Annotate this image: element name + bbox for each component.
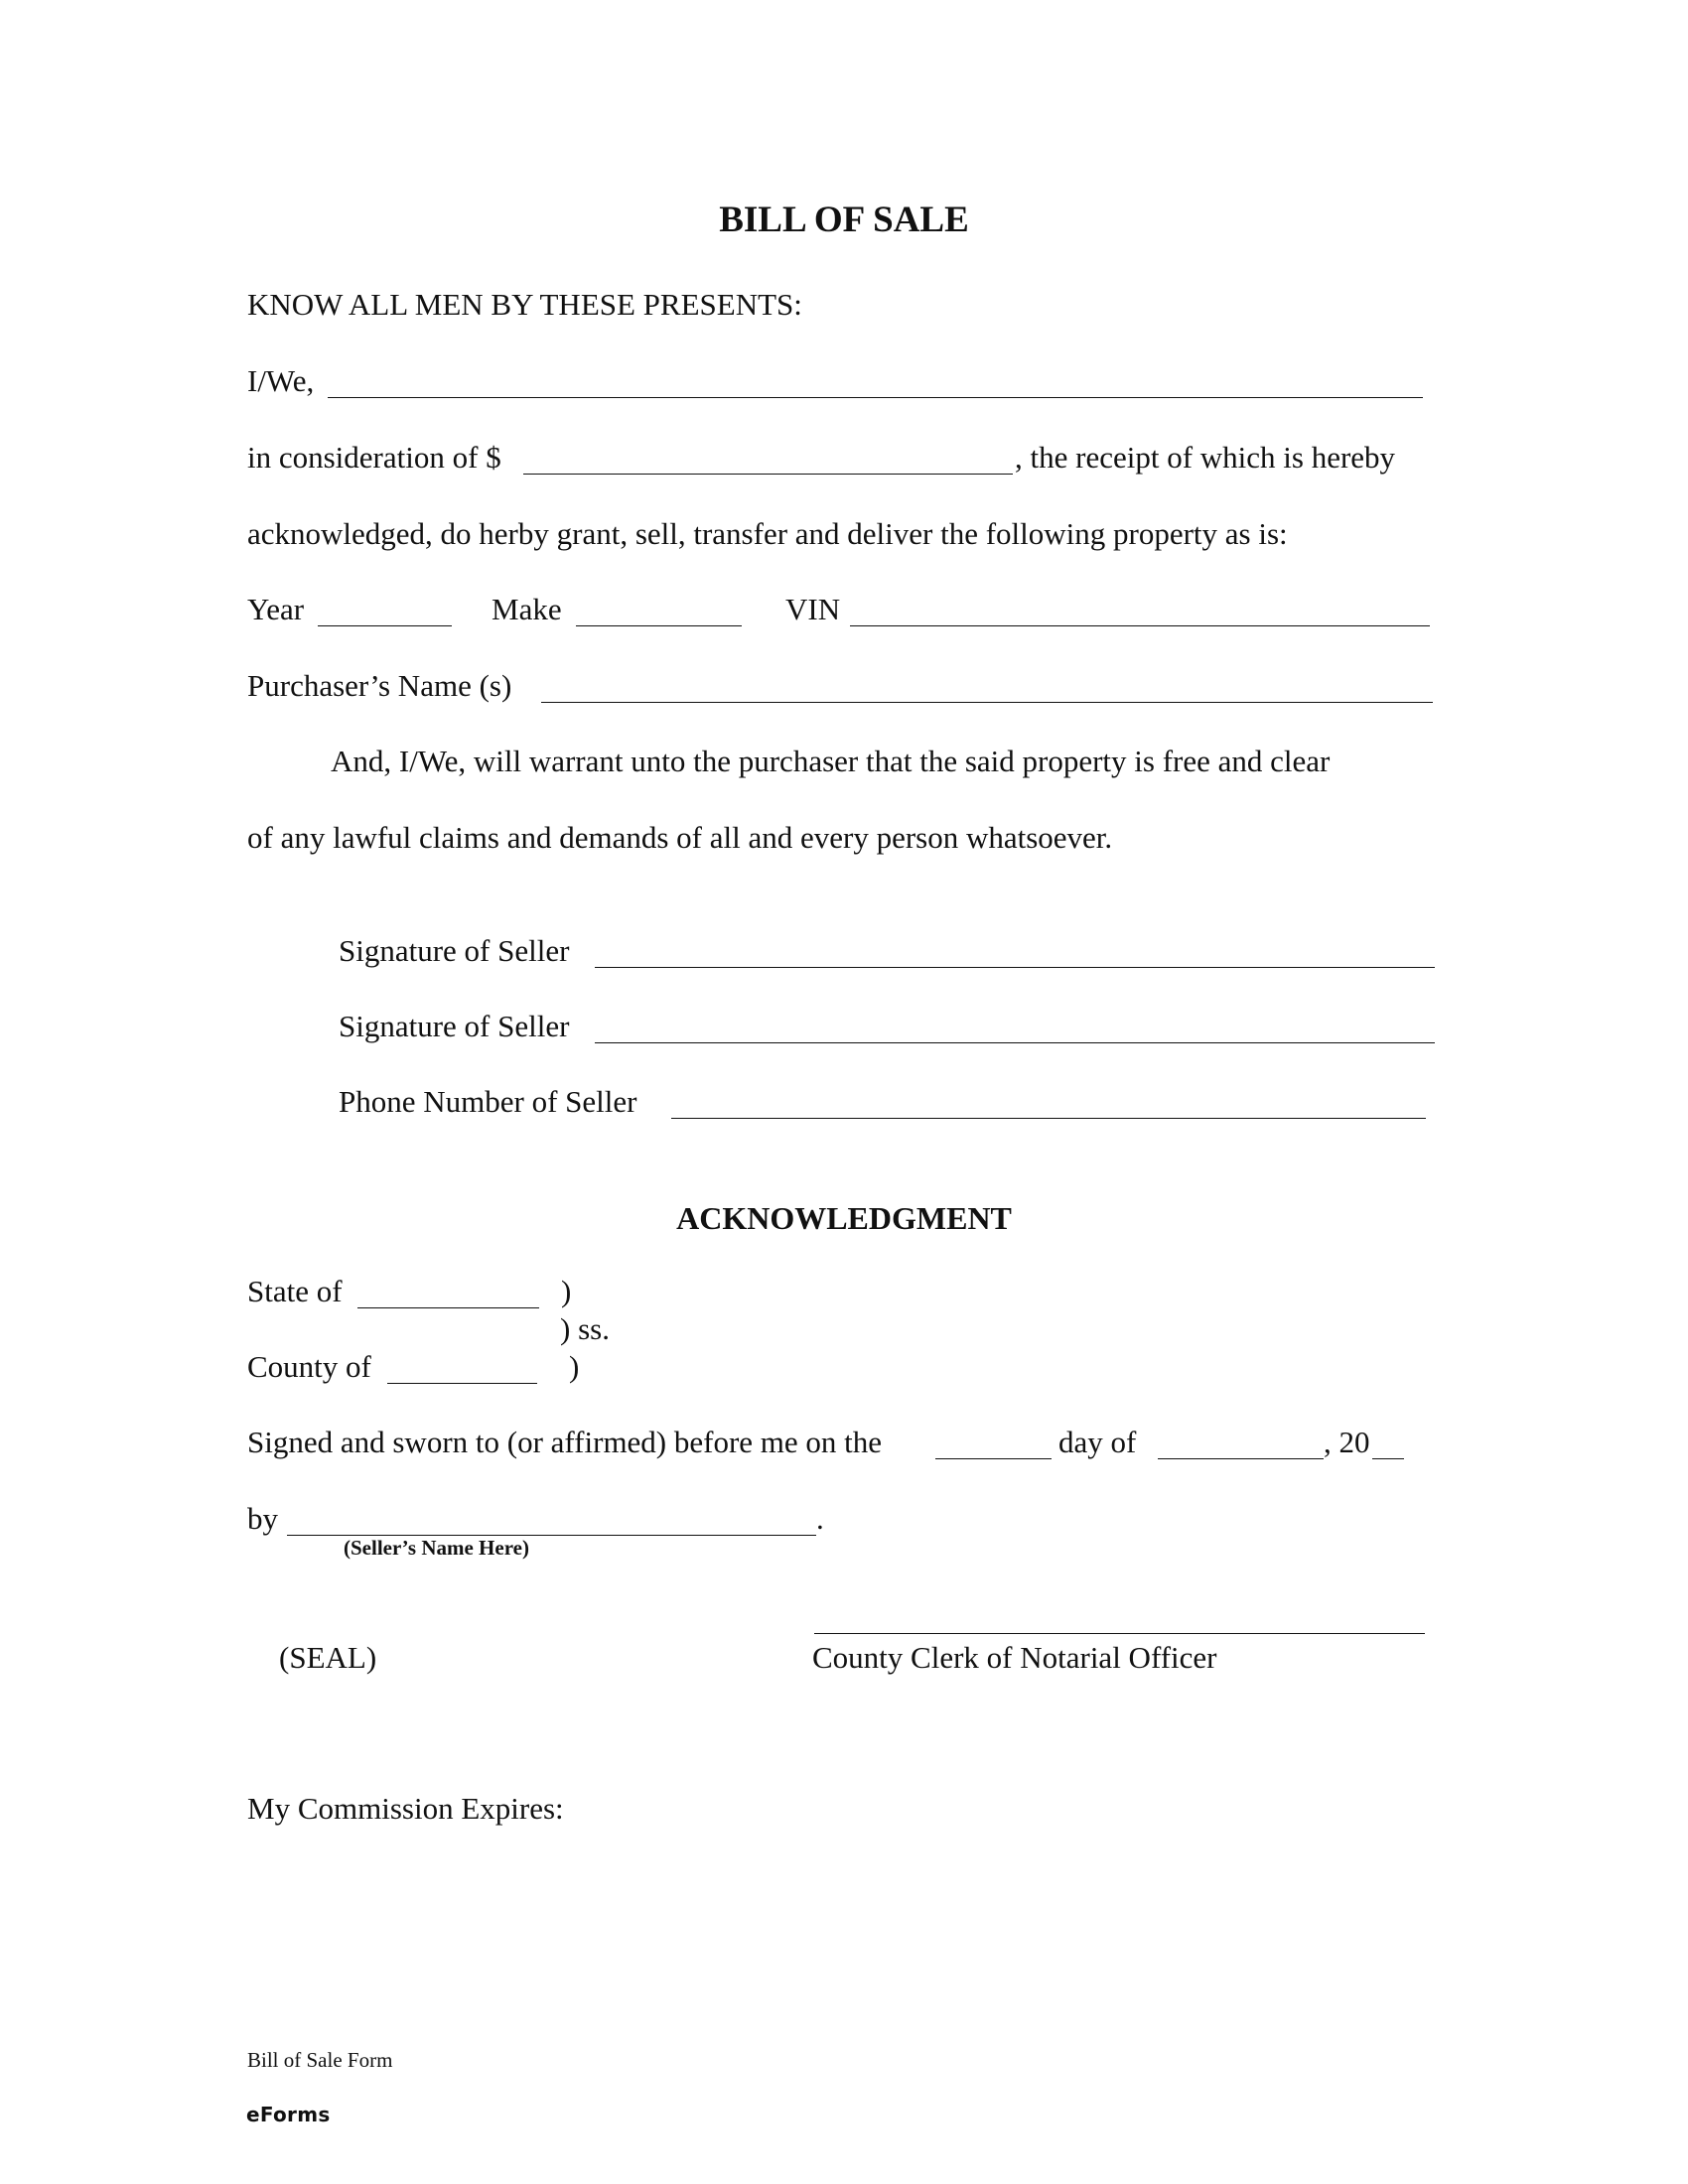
consideration-amount-field[interactable]: [523, 474, 1013, 475]
seller-phone-field[interactable]: [671, 1118, 1426, 1119]
signature-label-1: Signature of Seller: [339, 933, 570, 968]
seller-label: I/We,: [247, 363, 315, 398]
by-label: by: [247, 1501, 278, 1536]
warranty-line-2: of any lawful claims and demands of all and every person whatsoever.: [247, 820, 1113, 855]
seller-name-hint: (Seller’s Name Here): [344, 1536, 529, 1560]
state-paren: ): [561, 1274, 572, 1308]
vin-field[interactable]: [850, 625, 1430, 626]
commission-label: My Commission Expires:: [247, 1791, 564, 1826]
day-field[interactable]: [935, 1458, 1052, 1459]
seller-name-field[interactable]: [328, 397, 1423, 398]
signature-label-2: Signature of Seller: [339, 1009, 570, 1043]
year-field[interactable]: [318, 625, 452, 626]
month-field[interactable]: [1158, 1458, 1324, 1459]
phone-label: Phone Number of Seller: [339, 1084, 637, 1119]
eforms-logo: eForms: [246, 2103, 331, 2126]
purchaser-name-field[interactable]: [541, 702, 1433, 703]
document-title: BILL OF SALE: [719, 200, 969, 240]
intro-text: KNOW ALL MEN BY THESE PRESENTS:: [247, 287, 802, 322]
seal-label: (SEAL): [279, 1640, 377, 1675]
purchaser-label: Purchaser’s Name (s): [247, 668, 512, 703]
acknowledgment-title: ACKNOWLEDGMENT: [676, 1200, 1012, 1236]
officer-signature-field[interactable]: [814, 1633, 1425, 1634]
by-period: .: [816, 1501, 824, 1536]
county-field[interactable]: [387, 1383, 537, 1384]
year-suffix-field[interactable]: [1372, 1458, 1404, 1459]
officer-label: County Clerk of Notarial Officer: [812, 1640, 1217, 1675]
state-label: State of: [247, 1274, 343, 1308]
footer-form-name: Bill of Sale Form: [247, 2048, 393, 2072]
year-prefix: , 20: [1324, 1425, 1370, 1459]
day-of-label: day of: [1058, 1425, 1137, 1459]
warranty-line-1: And, I/We, will warrant unto the purchaser that the said property is free and clear: [331, 744, 1331, 778]
grant-text: acknowledged, do herby grant, sell, transfer and deliver the following property as is:: [247, 516, 1288, 551]
state-field[interactable]: [357, 1307, 539, 1308]
ss-label: ) ss.: [560, 1311, 610, 1346]
consideration-suffix: , the receipt of which is hereby: [1015, 440, 1396, 475]
seller-signature-field-2[interactable]: [595, 1042, 1435, 1043]
sworn-text: Signed and sworn to (or affirmed) before me on the: [247, 1425, 883, 1459]
county-label: County of: [247, 1349, 371, 1384]
make-field[interactable]: [576, 625, 742, 626]
seller-signature-field-1[interactable]: [595, 967, 1435, 968]
consideration-prefix: in consideration of $: [247, 440, 501, 475]
year-label: Year: [247, 592, 305, 626]
vin-label: VIN: [785, 592, 841, 626]
county-paren: ): [569, 1349, 580, 1384]
make-label: Make: [492, 592, 562, 626]
